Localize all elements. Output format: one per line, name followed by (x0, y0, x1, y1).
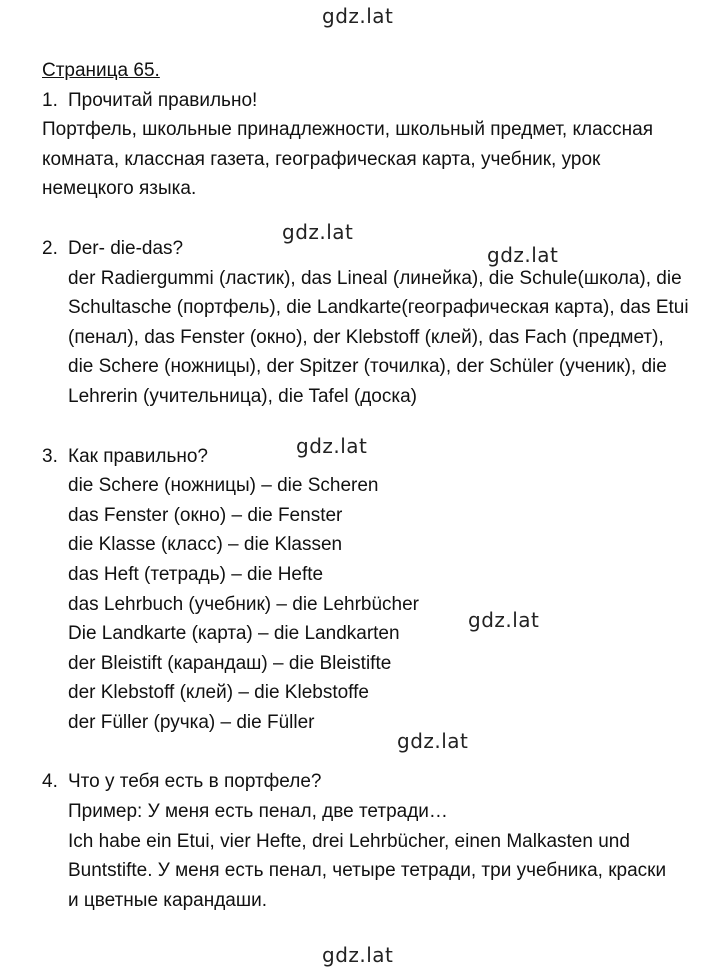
text-line: Ich habe ein Etui, vier Hefte, drei Lehrbücher, einen Malkasten und (68, 830, 630, 852)
watermark: gdz.lat (322, 943, 394, 967)
text-line: das Heft (тетрадь) – die Hefte (68, 563, 324, 585)
section-number: 1. (42, 89, 58, 111)
section-heading-text: Что у тебя есть в портфеле? (68, 771, 322, 793)
section-heading-text: Прочитай правильно! (68, 89, 258, 111)
text-line: die Schere (ножницы) – die Scheren (68, 475, 379, 497)
text-line: der Bleistift (карандаш) – die Bleistifte (68, 652, 392, 674)
watermark: gdz.lat (282, 220, 354, 244)
section-number: 2. (42, 237, 58, 259)
text-line: и цветные карандаши. (68, 889, 267, 911)
section-heading-text: Der- die-das? (68, 237, 184, 259)
section-3 (42, 442, 702, 738)
text-line: der Füller (ручка) – die Füller (68, 711, 315, 733)
text-line: Lehrerin (учительница), die Tafel (доска) (68, 385, 417, 407)
watermark: gdz.lat (468, 608, 540, 632)
section-heading (42, 442, 702, 472)
text-line: das Lehrbuch (учебник) – die Lehrbücher (68, 593, 420, 615)
watermark: gdz.lat (397, 729, 469, 753)
section-number: 4. (42, 771, 58, 793)
watermark: gdz.lat (487, 243, 559, 267)
page-title: Страница 65. (42, 60, 160, 81)
section-heading-text: Как правильно? (68, 445, 208, 467)
text-line: der Klebstoff (клей) – die Klebstoffe (68, 682, 369, 704)
text-line: Buntstifte. У меня есть пенал, четыре тетради, три учебника, краски (68, 860, 667, 882)
text-line: Пример: У меня есть пенал, две тетради… (68, 801, 448, 823)
text-line: der Radiergummi (ластик), das Lineal (линейка), die Schule(школа), die (68, 267, 682, 289)
section-heading (42, 767, 702, 797)
text-line: Schultasche (портфель), die Landkarte(географическая карта), das Etui (68, 297, 689, 319)
text-line: (пенал), das Fenster (окно), der Klebstoff (клей), das Fach (предмет), (68, 326, 664, 348)
document-page (42, 56, 702, 915)
watermark: gdz.lat (296, 434, 368, 458)
section-4 (42, 767, 702, 915)
text-line: немецкого языка. (42, 178, 197, 200)
text-line: die Klasse (класс) – die Klassen (68, 534, 343, 556)
spacer (42, 737, 702, 767)
section-1 (42, 86, 702, 204)
section-heading (42, 234, 702, 264)
spacer (42, 412, 702, 442)
section-number: 3. (42, 445, 58, 467)
spacer (42, 204, 702, 234)
section-2 (42, 234, 702, 412)
text-line: Die Landkarte (карта) – die Landkarten (68, 623, 400, 645)
text-line: die Schere (ножницы), der Spitzer (точилка), der Schüler (ученик), die (68, 356, 667, 378)
text-line: Портфель, школьные принадлежности, школьный предмет, классная (42, 119, 653, 141)
text-line: das Fenster (окно) – die Fenster (68, 504, 343, 526)
section-heading (42, 86, 702, 116)
text-line: комната, классная газета, географическая карта, учебник, урок (42, 148, 601, 170)
watermark: gdz.lat (322, 4, 394, 28)
